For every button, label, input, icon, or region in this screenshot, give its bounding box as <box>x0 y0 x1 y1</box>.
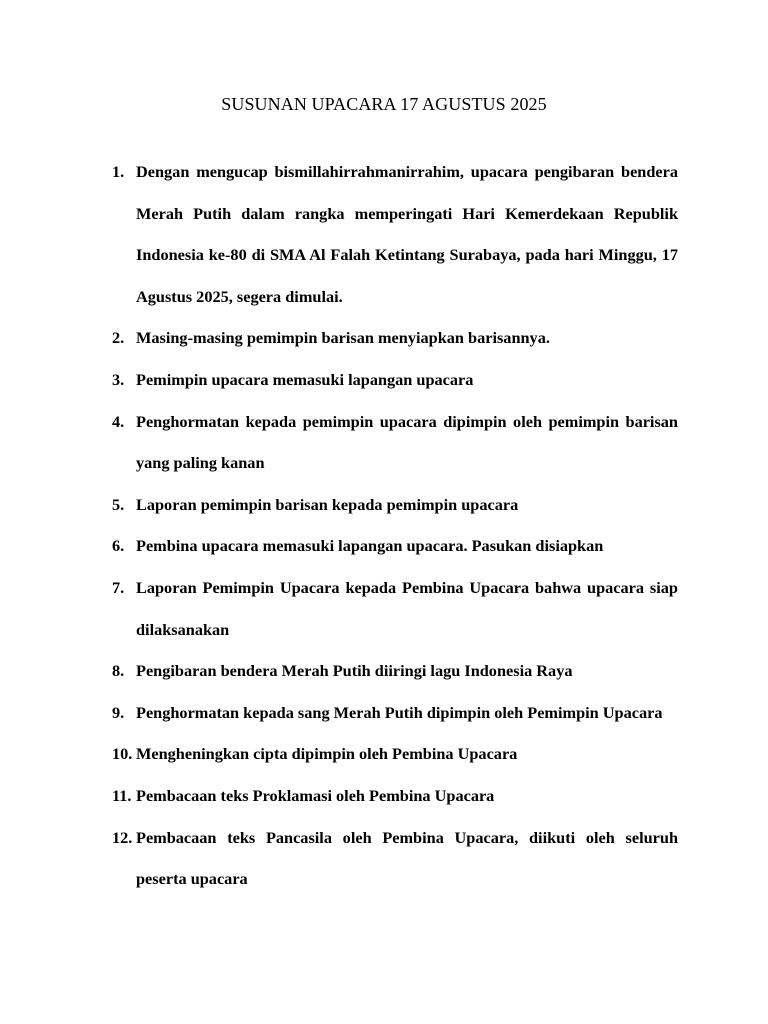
item-text: Dengan mengucap bismillahirrahmanirrahim, upacara pengibaran bendera Merah Putih dalam rangka memperingati Hari Kemerdekaan Republik Indonesia ke-80 di SMA Al Falah Ketintang Surabaya, pada hari Minggu, 17 Agustus 2025, segera dimulai. <box>136 162 678 306</box>
list-item <box>112 317 678 359</box>
item-text: Pembacaan teks Proklamasi oleh Pembina Upacara <box>136 785 495 805</box>
item-number: 2. <box>112 328 125 348</box>
list-item <box>112 775 678 817</box>
item-text: Masing-masing pemimpin barisan menyiapkan barisannya. <box>136 328 550 348</box>
item-number: 5. <box>112 494 125 514</box>
list-item <box>112 692 678 734</box>
list-item <box>112 151 678 317</box>
item-text: Penghormatan kepada pemimpin upacara dipimpin oleh pemimpin barisan yang paling kanan <box>136 411 678 473</box>
item-number: 11. <box>112 785 132 805</box>
item-text: Laporan pemimpin barisan kepada pemimpin upacara <box>136 494 519 514</box>
item-text: Laporan Pemimpin Upacara kepada Pembina Upacara bahwa upacara siap dilaksanakan <box>136 577 678 639</box>
item-text: Pemimpin upacara memasuki lapangan upacara <box>136 369 474 389</box>
page-title: SUSUNAN UPACARA 17 AGUSTUS 2025 <box>221 94 547 114</box>
list-item <box>112 567 678 650</box>
item-number: 7. <box>112 577 125 597</box>
list-item <box>112 484 678 526</box>
item-number: 4. <box>112 411 125 431</box>
item-number: 9. <box>112 702 125 722</box>
item-number: 10. <box>112 744 133 764</box>
item-number: 8. <box>112 661 125 681</box>
item-text: Pembina upacara memasuki lapangan upacara. Pasukan disiapkan <box>136 536 604 556</box>
list-item <box>112 650 678 692</box>
item-number: 3. <box>112 369 125 389</box>
item-text: Mengheningkan cipta dipimpin oleh Pembina Upacara <box>136 744 518 764</box>
item-text: Pengibaran bendera Merah Putih diiringi lagu Indonesia Raya <box>136 661 573 681</box>
item-number: 6. <box>112 536 125 556</box>
list-item <box>112 525 678 567</box>
item-number: 12. <box>112 827 133 847</box>
item-number: 1. <box>112 162 125 181</box>
list-item <box>112 359 678 401</box>
list-item <box>112 401 678 484</box>
list-item <box>112 817 678 900</box>
item-text: Penghormatan kepada sang Merah Putih dipimpin oleh Pemimpin Upacara <box>136 702 663 722</box>
list-item <box>112 733 678 775</box>
ceremony-agenda-list <box>112 151 678 900</box>
item-text: Pembacaan teks Pancasila oleh Pembina Upacara, diikuti oleh seluruh peserta upacara <box>136 827 678 889</box>
